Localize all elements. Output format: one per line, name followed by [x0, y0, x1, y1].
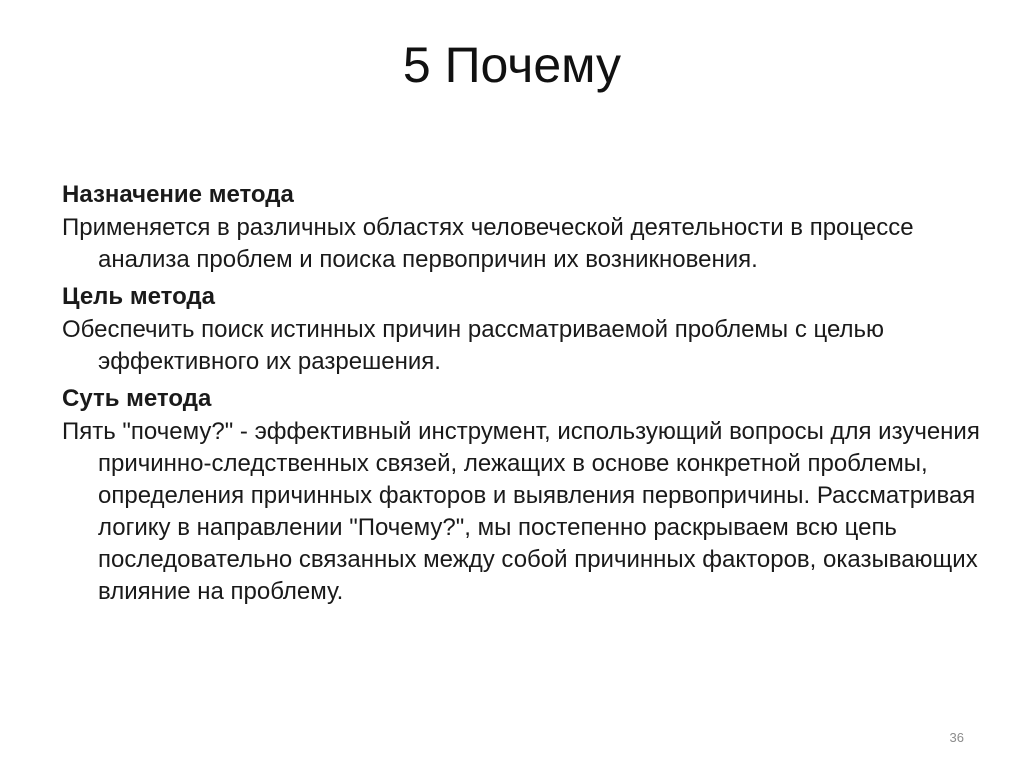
section-text: Пять "почему?" - эффективный инструмент, использующий вопросы для изучения причинно-следственных связей, лежащих в основе конкретной проблемы, определения причинных факторов и выявления первопричины. Рассматривая логику в направлении "Почему?", мы постепенно раскрываем всю цепь последовательно связанных между собой причинных факторов, оказывающих влияние на проблему.	[62, 418, 980, 605]
section-text: Применяется в различных областях человеческой деятельности в процессе анализа проблем и поиска первопричин их возникновения.	[62, 214, 914, 273]
section-heading: Назначение метода	[62, 181, 294, 208]
section-text: Обеспечить поиск истинных причин рассматриваемой проблемы с целью эффективного их разрешения.	[62, 316, 885, 375]
section-heading: Цель метода	[62, 283, 215, 310]
slide-content	[62, 178, 982, 612]
page-number: 36	[949, 730, 964, 745]
slide-title: 5 Почему	[402, 37, 622, 93]
section-essence	[62, 382, 982, 608]
section-goal	[62, 280, 982, 378]
section-heading: Суть метода	[62, 385, 212, 412]
section-purpose	[62, 178, 982, 276]
